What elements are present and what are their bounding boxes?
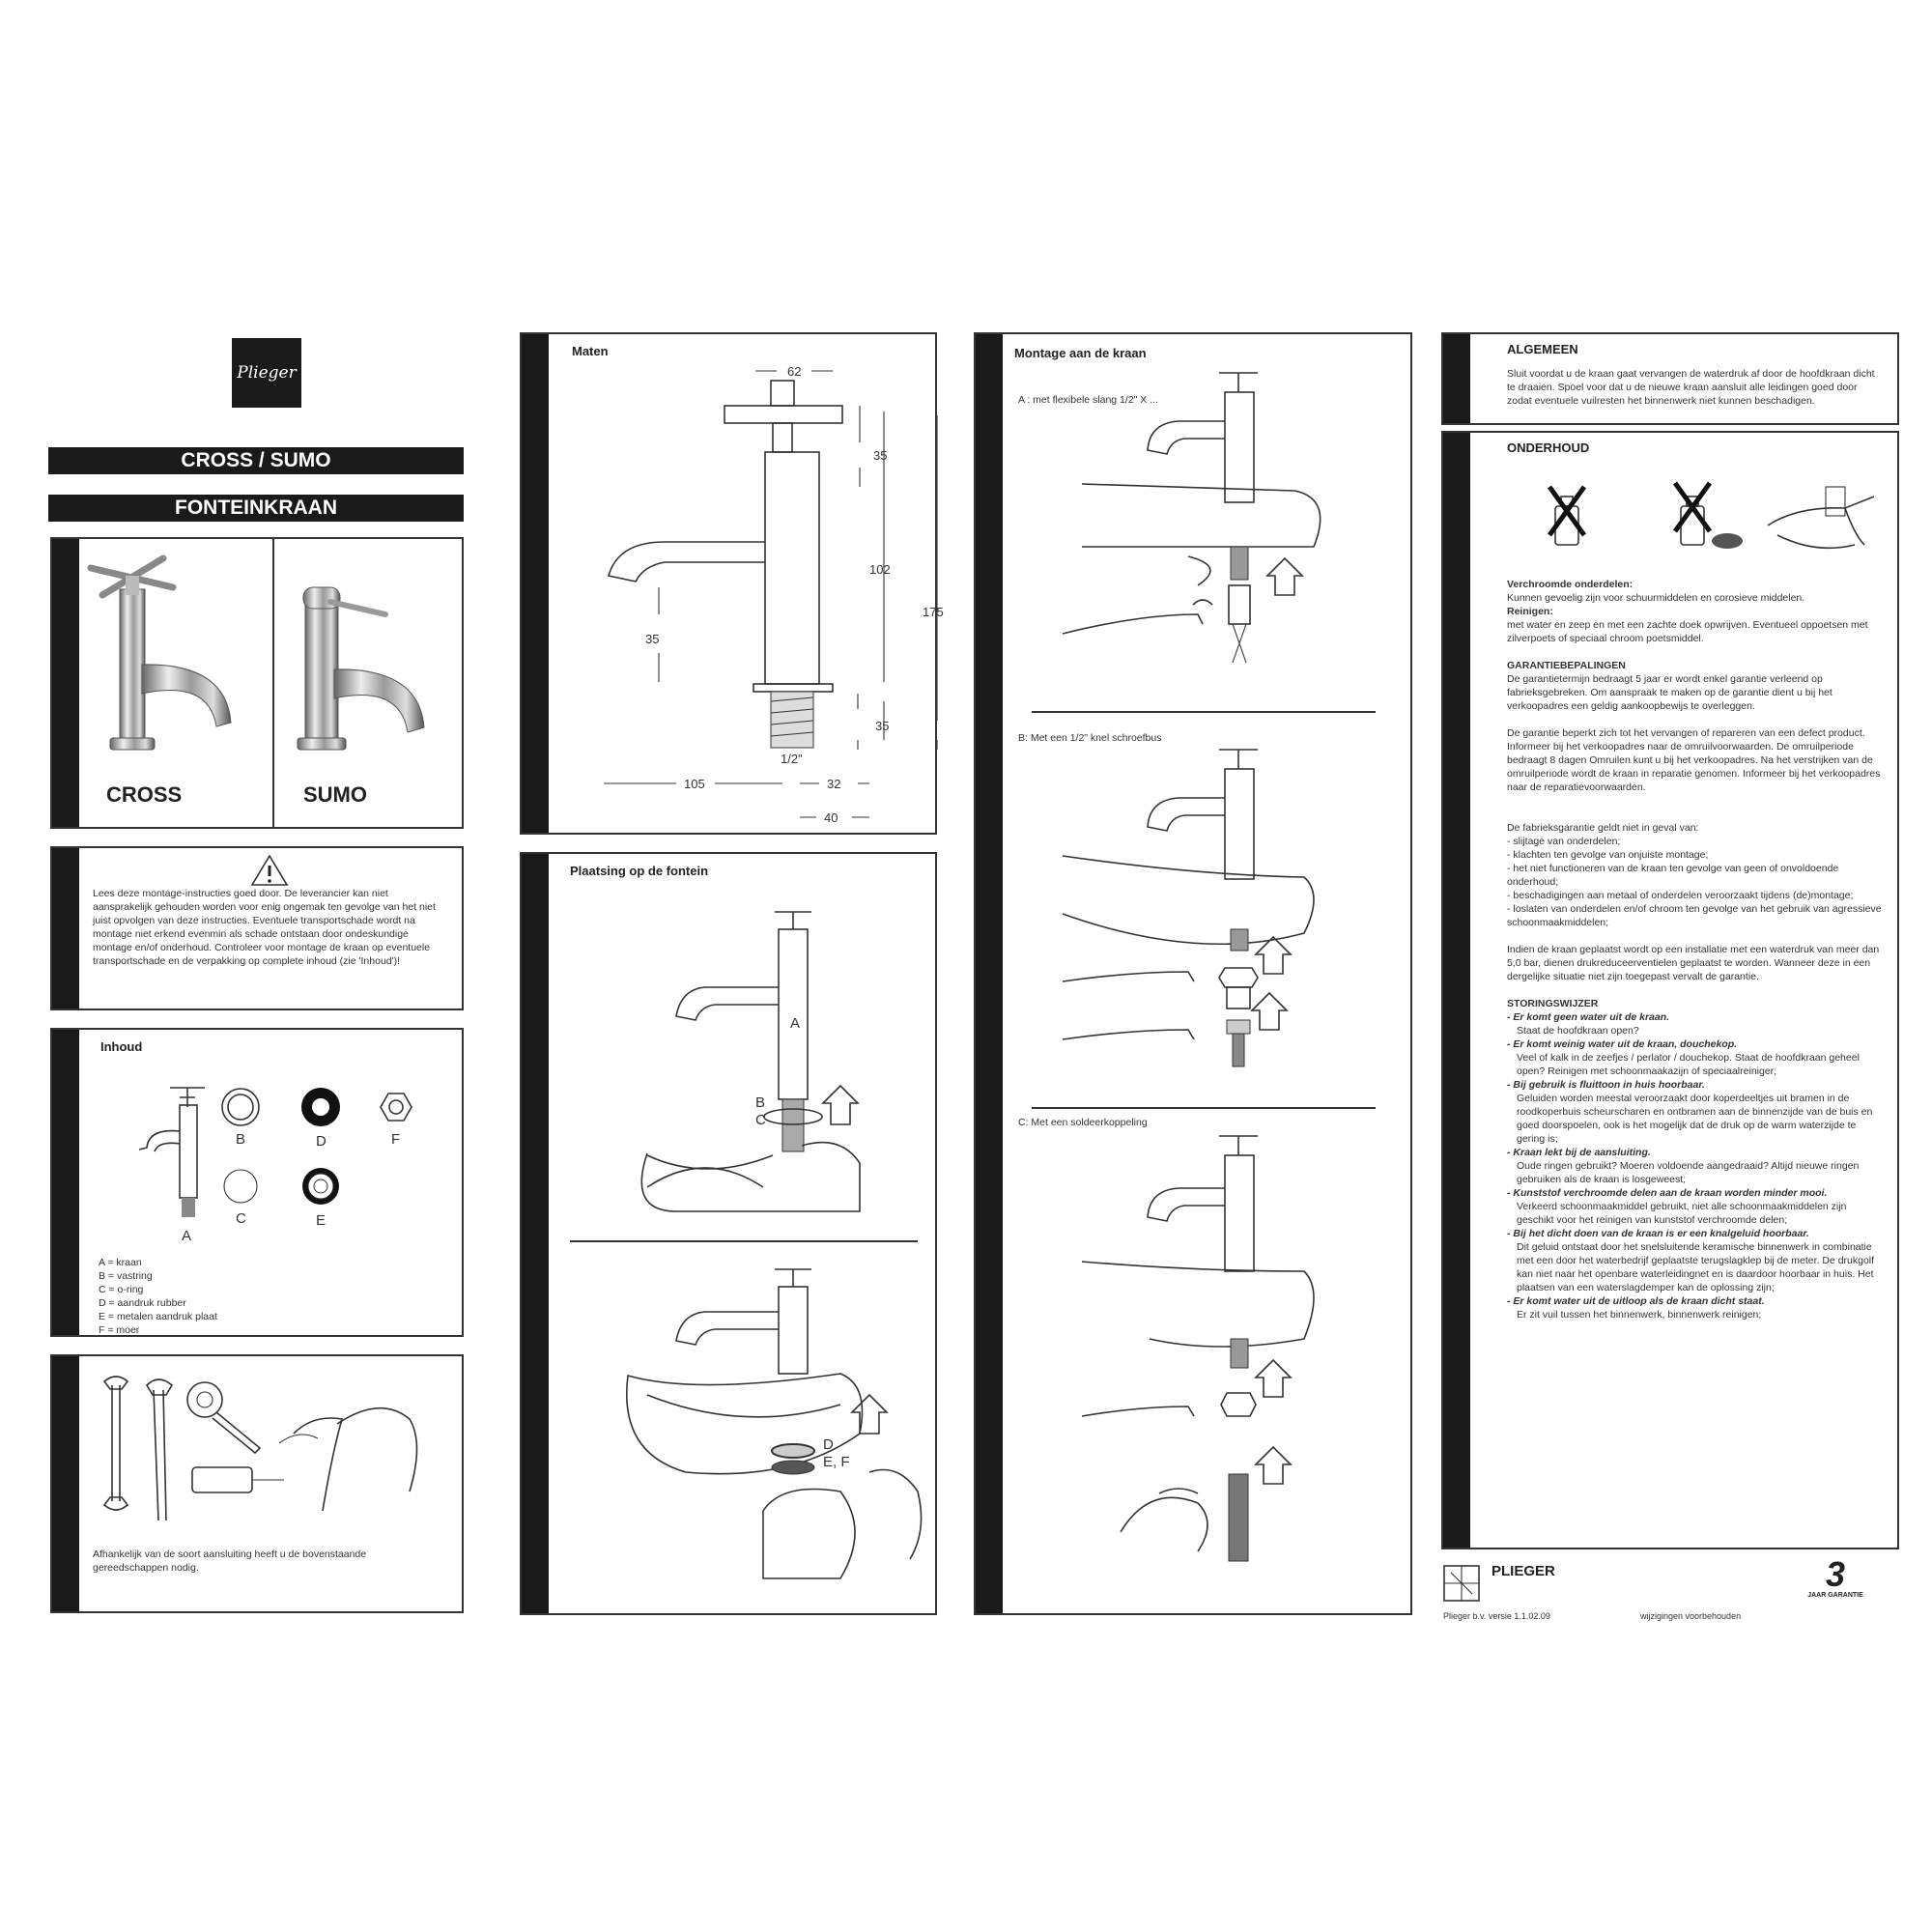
dim-body-height: 102: [869, 562, 891, 577]
garantie-p2: De garantie beperkt zich tot het vervangen of repareren van een defect product. Informeer bij het verkoopadres naar de omruilvoorwaarden. De omruilperiode bedraagt 8 dagen Omruilen kunt u bij het verkoopadres. Na het verstrijken van de omruilperiode wordt de kraan in reparatie genomen. Informeer bij het verkoopadres naar de reparatievoorwaarden.: [1507, 727, 1881, 793]
storing-answer: Veel of kalk in de zeefjes / perlator / douchekop. Staat de hoofdkraan geheel open? Reinigen met schoonmaakazijn of speciaalreiniger;: [1517, 1052, 1860, 1077]
tools-text: Afhankelijk van de soort aansluiting heeft u de bovenstaande gereedschappen nodig.: [93, 1548, 367, 1574]
warranty-badge-text: JAAR GARANTIE: [1807, 1592, 1863, 1599]
part-c-label: C: [236, 1210, 246, 1227]
garantie-niet-item: - loslaten van onderdelen en/of chroom ten gevolge van het gebruik van agressieve schoonmaakmiddelen;: [1507, 903, 1882, 928]
legend-item: B = vastring: [99, 1270, 153, 1282]
inhoud-panel: [50, 1028, 464, 1337]
montage-drawing-b: [1005, 740, 1410, 1088]
dimensions-drawing: [551, 334, 944, 825]
garantie-p1: De garantietermijn bedraagt 5 jaar er wordt enkel garantie verleend op fabrieksgebreken. Om aanspraak te maken op de garantie dient u bij het verkoopadres een geldig aankoopbewijs te overleggen.: [1507, 673, 1833, 712]
plaatsing-drawing-bottom: [551, 1250, 937, 1607]
dim-total-height: 175: [923, 605, 944, 619]
dim-top-width: 62: [787, 364, 802, 379]
algemeen-text: Sluit voordat u de kraan gaat vervangen de waterdruk af door de hoofdkraan dicht te draaien. Spoel voor dat u de nieuwe kraan aansluit alle leidingen goed door zodat eventuele vuilresten het binnenwerk niet kunnen beschadigen.: [1507, 368, 1875, 407]
maten-title: Maten: [572, 344, 609, 358]
montage-drawing-a: [1005, 363, 1410, 672]
placement-label-c: C: [755, 1112, 766, 1128]
garantie-niet-item: - slijtage van onderdelen;: [1507, 836, 1621, 847]
garantie-niet-item: - klachten ten gevolge van onjuiste montage;: [1507, 849, 1709, 861]
onderhoud-text: [1507, 578, 1884, 1321]
warning-panel: [50, 846, 464, 1010]
tools-drawing: [91, 1376, 458, 1530]
footer-rights: wijzigingen voorbehouden: [1640, 1611, 1742, 1621]
part-b-label: B: [236, 1131, 246, 1148]
storing-answer: Oude ringen gebruikt? Moeren voldoende aangedraaid? Altijd nieuwe ringen gebruiken als de kraan is losgeweest;: [1517, 1160, 1860, 1185]
onderhoud-icons: [1507, 468, 1893, 564]
plaatsing-panel: [520, 852, 937, 1615]
dim-cap-height: 35: [873, 448, 888, 463]
onderhoud-title: ONDERHOUD: [1507, 440, 1590, 455]
part-e-label: E: [316, 1212, 327, 1229]
storing-answer: Er zit vuil tussen het binnenwerk, binnenwerk reinigen;: [1517, 1309, 1762, 1321]
legend-item: A = kraan: [99, 1257, 142, 1268]
product-subtitle: FONTEINKRAAN: [48, 495, 464, 522]
inhoud-parts-drawing: [81, 1078, 448, 1271]
inhoud-legend: [99, 1256, 388, 1337]
montage-option-b: B: Met een 1/2" knel schroefbus: [1018, 732, 1162, 744]
footer-brand: PLIEGER: [1492, 1563, 1555, 1579]
montage-drawing-c: [1005, 1126, 1410, 1590]
sumo-label: SUMO: [303, 782, 367, 807]
storing-question: - Er komt water uit de uitloop als de kraan dicht staat.: [1507, 1295, 1765, 1307]
storing-answer: Geluiden worden meestal veroorzaakt door koperdeeltjes uit bramen in de roodkoperbuis scheurscharen en ontbramen aan de binnenzijde van de buis en goed doorspoelen, ook is het mogelijk dat de druk op de warm waterzijde te gering is;: [1517, 1093, 1873, 1145]
storing-question: - Er komt weinig water uit de kraan, douchekop.: [1507, 1038, 1738, 1050]
dim-thread: 1/2": [781, 752, 803, 766]
dim-spout-height: 35: [645, 632, 660, 646]
legend-item: D = aandruk rubber: [99, 1297, 186, 1309]
part-d-label: D: [316, 1133, 327, 1150]
placement-label-b: B: [755, 1094, 766, 1111]
montage-option-a: A : met flexibele slang 1/2" X ...: [1018, 394, 1158, 406]
garantie-niet-intro: De fabrieksgarantie geldt niet in geval van:: [1507, 822, 1699, 834]
storing-title: STORINGSWIJZER: [1507, 998, 1599, 1009]
plieger-logo: Plieger: [232, 338, 301, 408]
dim-thread-height: 35: [875, 719, 890, 733]
legend-item: C = o-ring: [99, 1284, 144, 1295]
reinigen-text: met water en zeep en met een zachte doek opwrijven. Eventueel oppoetsen met zilverpoets of speciaal chroom poetsmiddel.: [1507, 619, 1868, 644]
montage-option-c: C: Met een soldeerkoppeling: [1018, 1117, 1148, 1128]
storing-answer: Verkeerd schoonmaakmiddel gebruikt, niet alle schoonmaakmiddelen zijn geschikt voor het reinigen van kunststof verchroomde delen;: [1517, 1201, 1847, 1226]
warning-icon: [250, 854, 289, 887]
placement-label-d: D: [823, 1436, 834, 1453]
montage-panel: [974, 332, 1412, 1615]
placement-label-a: A: [790, 1015, 801, 1032]
plaatsing-drawing-top: [551, 893, 937, 1240]
onderhoud-panel: [1441, 431, 1899, 1549]
algemeen-title: ALGEMEEN: [1507, 342, 1578, 356]
dim-base-outer: 40: [824, 810, 838, 825]
plieger-footer-logo-icon: [1443, 1565, 1482, 1604]
footer-version: Plieger b.v. versie 1.1.02.09: [1443, 1611, 1550, 1621]
storing-answer: Staat de hoofdkraan open?: [1517, 1025, 1639, 1037]
warning-text: Lees deze montage-instructies goed door. De leverancier kan niet aansprakelijk gehouden worden voor enig ongemak ten gevolge van het niet juist opvolgen van deze instructies. Eventuele transportschade wordt na montage niet erkend evenmin als schade ontstaan door ondeskundige montage en/of onderhoud. Controleer voor montage de kraan op eventuele transportschade en de verpakking op complete inhoud (zie 'Inhoud')!: [93, 888, 436, 967]
warranty-badge: [1797, 1554, 1874, 1599]
verchroomde-title: Verchroomde onderdelen:: [1507, 579, 1634, 590]
maten-panel: [520, 332, 944, 835]
tools-panel: [50, 1354, 464, 1613]
storing-answer: Dit geluid ontstaat door het snelsluitende keramische binnenwerk in combinatie met een door het waterbedrijf geplaatste terugslagklep bij de meter. De drukgolf kan niet naar het openbare waterleidingnet en is daardoor hoorbaar in huis. Het plaatsen van een waterslagdemper kan de oplossing zijn;: [1517, 1241, 1875, 1293]
montage-title: Montage aan de kraan: [1014, 346, 1147, 360]
garantie-niet-item: - beschadigingen aan metaal of onderdelen veroorzaakt tijdens (de)montage;: [1507, 890, 1854, 901]
inhoud-title: Inhoud: [100, 1039, 143, 1054]
warranty-badge-number: 3: [1825, 1554, 1846, 1594]
plaatsing-title: Plaatsing op de fontein: [570, 864, 709, 878]
models-panel: [50, 537, 464, 829]
legend-item: F = moer: [99, 1324, 140, 1336]
garantie-title: GARANTIEBEPALINGEN: [1507, 660, 1626, 671]
garantie-p4: Indien de kraan geplaatst wordt op een installatie met een waterdruk van meer dan 5,0 bar, dienen drukreduceerventielen geplaatst te worden. Wanneer deze in een dergelijke situatie niet zijn toegepast vervalt de garantie.: [1507, 944, 1880, 982]
product-title: CROSS / SUMO: [48, 447, 464, 474]
dim-spout-reach: 105: [684, 777, 705, 791]
storing-question: - Kunststof verchroomde delen aan de kraan worden minder mooi.: [1507, 1187, 1828, 1199]
storing-question: - Kraan lekt bij de aansluiting.: [1507, 1147, 1651, 1158]
reinigen-title: Reinigen:: [1507, 606, 1553, 617]
sumo-faucet-image: [284, 549, 477, 771]
cross-label: CROSS: [106, 782, 183, 807]
algemeen-panel: [1441, 332, 1899, 425]
verchroomde-text: Kunnen gevoelig zijn voor schuurmiddelen en corosieve middelen.: [1507, 592, 1805, 604]
part-f-label: F: [391, 1131, 401, 1148]
storing-question: - Bij gebruik is fluittoon in huis hoorbaar.: [1507, 1079, 1705, 1091]
part-a-label: A: [182, 1228, 192, 1244]
dim-base-inner: 32: [827, 777, 841, 791]
storing-question: - Er komt geen water uit de kraan.: [1507, 1011, 1670, 1023]
garantie-niet-item: - het niet functioneren van de kraan ten gevolge van geen of onvoldoende onderhoud;: [1507, 863, 1839, 888]
legend-item: E = metalen aandruk plaat: [99, 1311, 217, 1322]
storing-question: - Bij het dicht doen van de kraan is er een knalgeluid hoorbaar.: [1507, 1228, 1809, 1239]
cross-faucet-image: [81, 549, 274, 771]
placement-label-ef: E, F: [823, 1454, 850, 1470]
